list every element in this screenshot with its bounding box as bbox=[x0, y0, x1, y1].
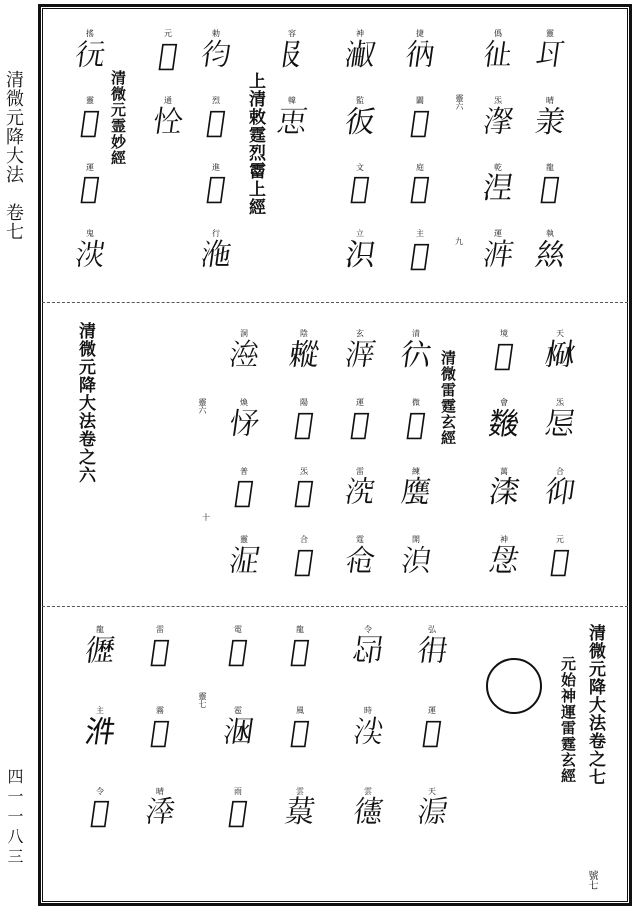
talisman-glyph: 𠁾 bbox=[532, 37, 568, 73]
talisman-annotation: 令 bbox=[96, 786, 104, 796]
talisman-glyph: 𣴿 bbox=[480, 238, 516, 274]
talisman-glyph: 𣸔 bbox=[414, 795, 450, 831]
foot-mark: 號七 bbox=[586, 870, 597, 890]
talisman-glyph: 𣵉 bbox=[420, 714, 444, 750]
middle-talisman-column bbox=[396, 330, 436, 605]
talisman-glyph: 𢓍 bbox=[348, 406, 372, 442]
talisman-glyph: 𣴒 bbox=[350, 714, 386, 750]
margin-page-number: 四一一八三 bbox=[5, 768, 24, 868]
talisman-annotation: 容 bbox=[288, 29, 296, 38]
talisman-glyph: 𣲵 bbox=[342, 238, 378, 274]
talisman-glyph: 𣴐 bbox=[492, 337, 516, 373]
talisman-glyph: 𣵅 bbox=[548, 544, 572, 580]
talisman-annotation: 炁 bbox=[556, 397, 564, 407]
talisman-annotation: 會 bbox=[500, 397, 508, 407]
talisman-glyph: 𣲖 bbox=[538, 171, 562, 207]
talisman-glyph: 𣸓 bbox=[226, 337, 262, 373]
talisman-glyph: 𣵊 bbox=[288, 633, 312, 669]
talisman-glyph: 𣵆 bbox=[404, 406, 428, 442]
talisman-glyph: 𣸖 bbox=[142, 795, 178, 831]
talisman-glyph: 𢖕 bbox=[408, 104, 432, 140]
talisman-annotation: 境 bbox=[500, 329, 508, 338]
talisman-annotation: 行 bbox=[212, 229, 220, 239]
talisman-annotation: 風 bbox=[296, 705, 304, 715]
talisman-annotation: 元 bbox=[164, 29, 172, 38]
talisman-glyph: 𣸐 bbox=[542, 337, 578, 373]
talisman-glyph: 𣵂 bbox=[204, 104, 228, 140]
talisman-annotation: 普 bbox=[240, 466, 248, 476]
talisman-glyph: 𣵁 bbox=[408, 238, 432, 274]
talisman-annotation: 龍 bbox=[546, 162, 554, 172]
talisman-annotation: 闢 bbox=[416, 95, 424, 105]
talisman-glyph: 𢘐 bbox=[150, 104, 186, 140]
talisman-glyph: 𢋫 bbox=[226, 633, 250, 669]
talisman-annotation: 乾 bbox=[494, 162, 502, 172]
talisman-annotation: 萬 bbox=[500, 466, 508, 476]
talisman-glyph: 𠬝 bbox=[274, 37, 310, 73]
middle-talisman-column bbox=[540, 330, 580, 605]
talisman-glyph: 𢘑 bbox=[274, 104, 310, 140]
middle-talisman-column bbox=[284, 330, 324, 605]
talisman-glyph: 𢖘 bbox=[350, 795, 386, 831]
margin-book-title: 清微元降大法 卷七 bbox=[3, 70, 24, 241]
talisman-annotation: 晴 bbox=[546, 95, 554, 105]
top-talisman-column bbox=[70, 30, 110, 297]
talisman-annotation: 令 bbox=[364, 625, 372, 634]
talisman-annotation: 玄 bbox=[356, 329, 364, 338]
talisman-annotation: 雲 bbox=[296, 786, 304, 796]
talisman-annotation: 執 bbox=[546, 229, 554, 239]
talisman-annotation: 合 bbox=[556, 466, 564, 476]
talisman-annotation: 陽 bbox=[300, 397, 308, 407]
talisman-annotation: 通 bbox=[164, 95, 172, 105]
talisman-annotation: 勅 bbox=[212, 29, 220, 38]
talisman-annotation: 清 bbox=[412, 329, 420, 338]
top-talisman-column bbox=[148, 30, 188, 164]
talisman-glyph: 𣵄 bbox=[78, 104, 102, 140]
talisman-annotation: 靈 bbox=[546, 29, 554, 38]
talisman-glyph: 𢘔 bbox=[342, 544, 378, 580]
talisman-glyph: 𣵈 bbox=[292, 544, 316, 580]
section1-subtitle: 清微元霊妙經 bbox=[109, 70, 127, 166]
talisman-glyph: 𣴺 bbox=[220, 714, 256, 750]
talisman-glyph: 𢓑 bbox=[148, 633, 172, 669]
talisman-glyph: 𢖙 bbox=[82, 633, 118, 669]
talisman-annotation: 雲 bbox=[364, 786, 372, 796]
talisman-glyph: 𣵇 bbox=[342, 475, 378, 511]
talisman-annotation: 練 bbox=[412, 466, 420, 476]
talisman-annotation: 監 bbox=[356, 95, 364, 105]
talisman-glyph: 𢓎 bbox=[292, 475, 316, 511]
talisman-glyph: 𣸏 bbox=[480, 104, 516, 140]
talisman-glyph: 𢋩 bbox=[398, 475, 434, 511]
section1-main-title: 上清敕霆烈霤上經 bbox=[245, 72, 265, 216]
talisman-annotation: 捷 bbox=[416, 29, 424, 38]
top-talisman-column bbox=[272, 30, 312, 164]
talisman-annotation: 天 bbox=[428, 786, 436, 796]
talisman-glyph: 𣵃 bbox=[156, 37, 180, 73]
talisman-glyph: 𢓏 bbox=[414, 633, 450, 669]
talisman-annotation: 弘 bbox=[428, 625, 436, 634]
talisman-annotation: 靈 bbox=[86, 95, 94, 105]
talisman-annotation: 龍 bbox=[96, 625, 104, 634]
middle-talisman-column bbox=[224, 330, 264, 605]
talisman-annotation: 炁 bbox=[494, 95, 502, 105]
talisman-glyph: 𢋧 bbox=[408, 171, 432, 207]
talisman-annotation: 時 bbox=[364, 705, 372, 715]
leaf-mark-1: 靈六 bbox=[455, 94, 464, 110]
talisman-annotation: 合 bbox=[300, 535, 308, 545]
talisman-glyph: 𢓉 bbox=[342, 104, 378, 140]
bottom-talisman-column bbox=[80, 626, 120, 868]
middle-talisman-column bbox=[484, 330, 524, 605]
talisman-glyph: 𢘗 bbox=[226, 795, 250, 831]
talisman-glyph: 𢕜 bbox=[204, 171, 228, 207]
talisman-annotation: 電 bbox=[234, 625, 242, 634]
talisman-glyph: 𢖖 bbox=[486, 406, 522, 442]
talisman-annotation: 龍 bbox=[296, 625, 304, 634]
talisman-glyph: 𢇃 bbox=[532, 238, 568, 274]
talisman-annotation: 霆 bbox=[356, 535, 364, 545]
bottom-talisman-column bbox=[348, 626, 388, 868]
talisman-annotation: 陰 bbox=[300, 329, 308, 338]
talisman-glyph: 𢓐 bbox=[288, 714, 312, 750]
top-talisman-column bbox=[196, 30, 236, 297]
leaf-mark-2: 九 bbox=[455, 237, 463, 246]
talisman-annotation: 運 bbox=[86, 162, 94, 172]
talisman-annotation: 鬼 bbox=[86, 229, 94, 239]
talisman-glyph: 𣸑 bbox=[486, 475, 522, 511]
section-divider-top bbox=[42, 302, 628, 303]
talisman-annotation: 運 bbox=[494, 229, 502, 239]
top-talisman-column bbox=[478, 30, 518, 297]
talisman-annotation: 文 bbox=[356, 162, 364, 172]
section2-closing-title: 清微元降大法卷之六 bbox=[75, 322, 95, 484]
talisman-glyph: 𢘓 bbox=[486, 544, 522, 580]
talisman-annotation: 主 bbox=[96, 705, 104, 715]
talisman-annotation: 神 bbox=[356, 29, 364, 38]
middle-talisman-column bbox=[340, 330, 380, 605]
talisman-glyph: 𣵋 bbox=[148, 714, 172, 750]
talisman-glyph: 𢓌 bbox=[398, 337, 434, 373]
talisman-glyph: 𣴓 bbox=[82, 714, 118, 750]
talisman-annotation: 運 bbox=[428, 705, 436, 715]
talisman-annotation: 洞 bbox=[240, 329, 248, 338]
talisman-glyph: 𣴎 bbox=[532, 104, 568, 140]
talisman-glyph: 𢋪 bbox=[232, 475, 256, 511]
leaf-mark-3: 靈六 bbox=[198, 398, 207, 414]
talisman-annotation: 進 bbox=[212, 162, 220, 172]
section3-main-title: 清微元降大法卷之七 bbox=[585, 624, 605, 786]
leaf-mark-4: 十 bbox=[202, 513, 210, 522]
talisman-glyph: 𢘖 bbox=[350, 633, 386, 669]
talisman-annotation: 烈 bbox=[212, 95, 220, 105]
section3-subtitle: 元始神運雷霆玄經 bbox=[559, 656, 577, 784]
talisman-annotation: 元 bbox=[556, 535, 564, 545]
talisman-annotation: 韓 bbox=[288, 95, 296, 105]
talisman-annotation: 立 bbox=[356, 229, 364, 239]
talisman-glyph: 𣸎 bbox=[342, 37, 378, 73]
talisman-annotation: 雨 bbox=[234, 786, 242, 796]
talisman-glyph: 𣴼 bbox=[398, 544, 434, 580]
talisman-annotation: 煥 bbox=[240, 397, 248, 407]
talisman-glyph: 𢖗 bbox=[286, 337, 322, 373]
talisman-glyph: 𢘒 bbox=[542, 406, 578, 442]
talisman-annotation: 靈 bbox=[240, 535, 248, 545]
talisman-glyph: 𣴽 bbox=[72, 238, 108, 274]
talisman-annotation: 天 bbox=[556, 329, 564, 338]
bottom-talisman-column bbox=[218, 626, 258, 868]
talisman-annotation: 雹 bbox=[234, 705, 242, 715]
section-divider-bottom bbox=[42, 606, 628, 607]
sun-circle-seal bbox=[486, 658, 542, 714]
talisman-annotation: 開 bbox=[412, 535, 420, 545]
talisman-glyph: 𢘘 bbox=[88, 795, 112, 831]
talisman-annotation: 雷 bbox=[356, 466, 364, 476]
top-talisman-column bbox=[530, 30, 570, 297]
talisman-annotation: 搖 bbox=[86, 29, 94, 38]
talisman-glyph: 𢓆 bbox=[72, 37, 108, 73]
talisman-glyph: 𣸕 bbox=[282, 795, 318, 831]
talisman-glyph: 𣴑 bbox=[292, 406, 316, 442]
talisman-annotation: 僞 bbox=[494, 29, 502, 38]
talisman-glyph: 𣴾 bbox=[198, 238, 234, 274]
top-talisman-column bbox=[400, 30, 440, 297]
talisman-glyph: 𢋨 bbox=[78, 171, 102, 207]
talisman-annotation: 主 bbox=[416, 229, 424, 239]
talisman-glyph: 𢘕 bbox=[226, 406, 262, 442]
bottom-talisman-column bbox=[140, 626, 180, 868]
talisman-annotation: 神 bbox=[500, 535, 508, 545]
talisman-glyph: 𣵀 bbox=[480, 171, 516, 207]
talisman-glyph: 𢓈 bbox=[198, 37, 234, 73]
leaf-mark-5: 靈七 bbox=[198, 692, 207, 708]
talisman-glyph: 𣴏 bbox=[348, 171, 372, 207]
bottom-talisman-column bbox=[280, 626, 320, 868]
talisman-annotation: 霧 bbox=[156, 705, 164, 715]
talisman-glyph: 𢓊 bbox=[480, 37, 516, 73]
talisman-annotation: 炁 bbox=[300, 466, 308, 476]
talisman-glyph: 𢓇 bbox=[402, 37, 438, 73]
top-talisman-column bbox=[340, 30, 380, 297]
talisman-glyph: 𢓋 bbox=[542, 475, 578, 511]
talisman-annotation: 雷 bbox=[156, 625, 164, 634]
talisman-glyph: 𣸒 bbox=[342, 337, 378, 373]
talisman-annotation: 晴 bbox=[156, 786, 164, 796]
talisman-annotation: 庭 bbox=[416, 162, 424, 172]
talisman-glyph: 𣴻 bbox=[226, 544, 262, 580]
talisman-annotation: 微 bbox=[412, 397, 420, 407]
section2-main-title: 清微雷霆玄經 bbox=[439, 350, 457, 446]
talisman-annotation: 運 bbox=[356, 397, 364, 407]
bottom-talisman-column bbox=[412, 626, 452, 868]
